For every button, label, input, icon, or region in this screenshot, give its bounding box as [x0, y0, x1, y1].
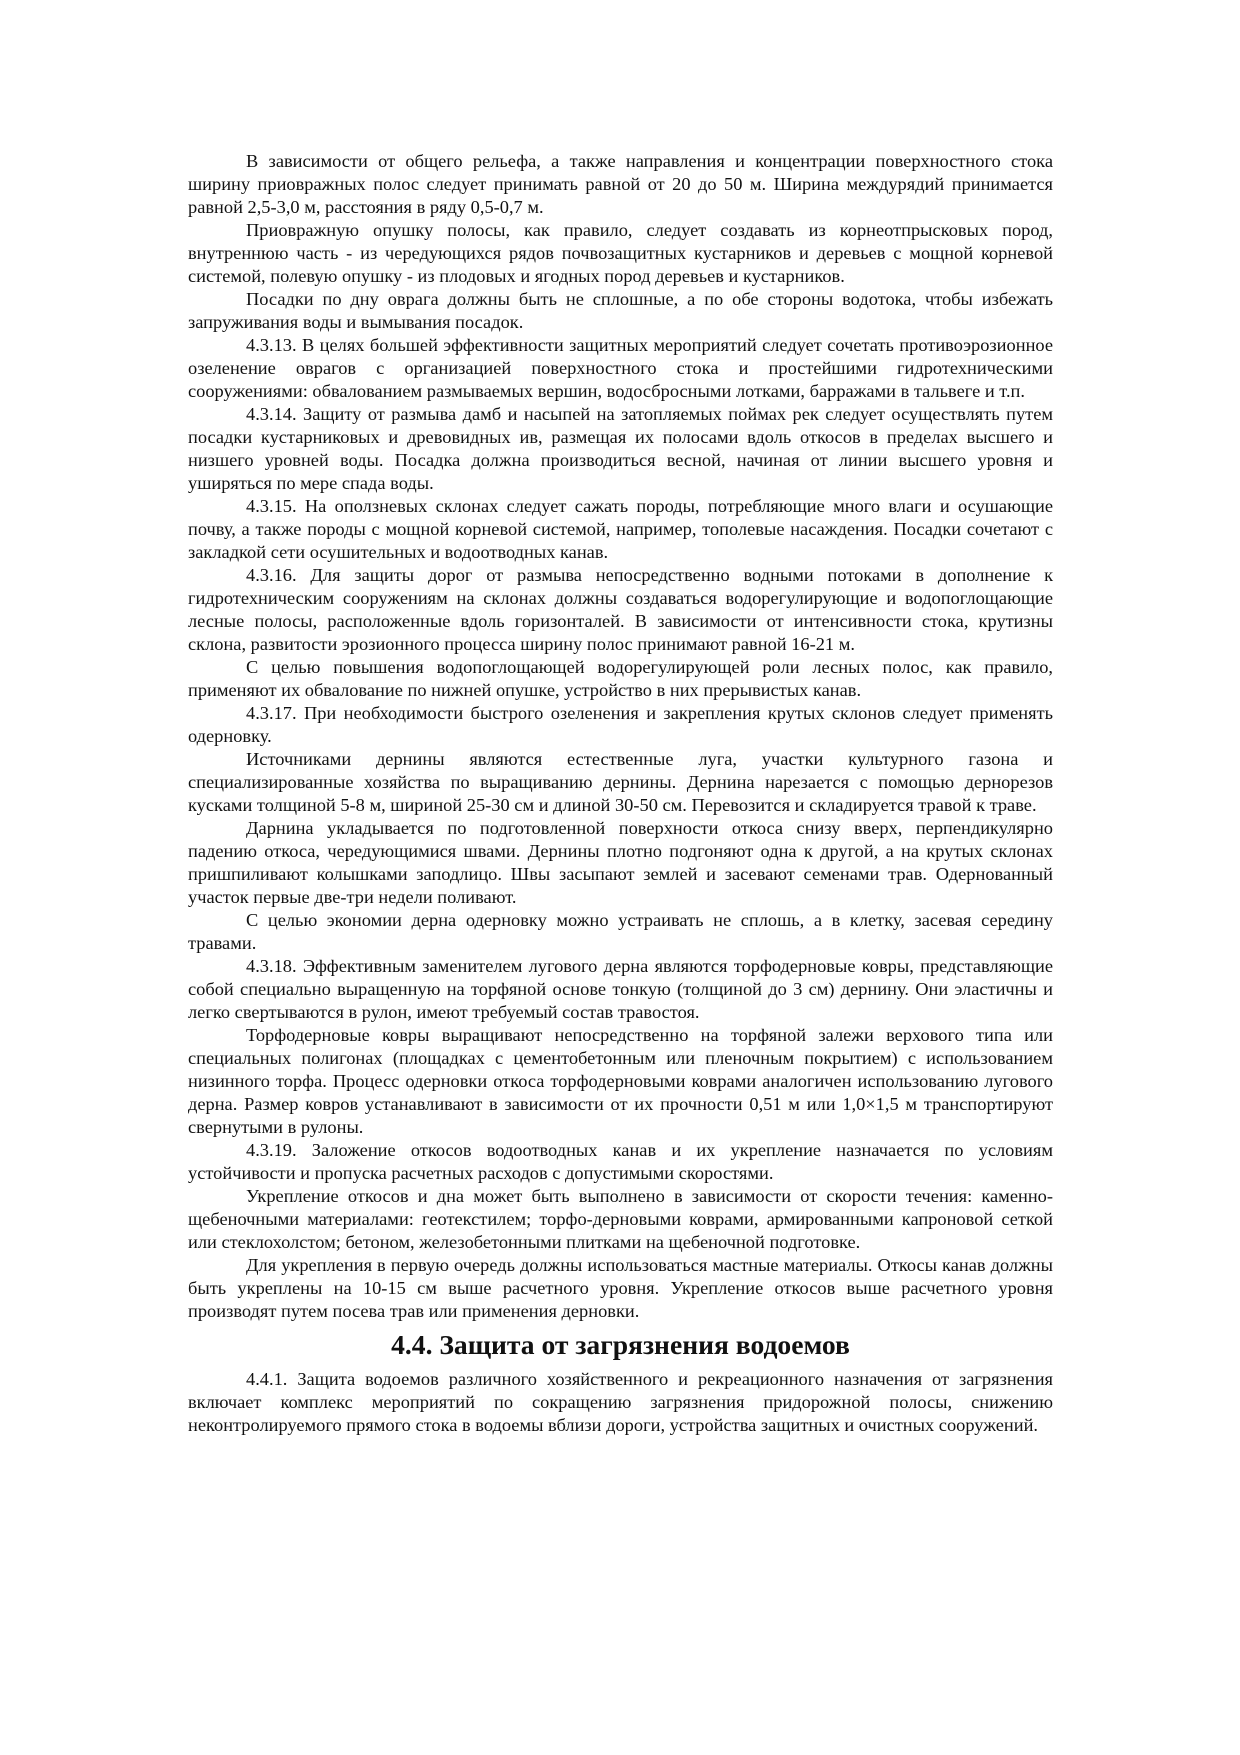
- paragraph: Приовражную опушку полосы, как правило, следует создавать из корнеотпрысковых пород, внутреннюю часть - из чередующихся рядов почвозащитных кустарников и деревьев с мощной корневой системой, полевую опушку - из плодовых и ягодных пород деревьев и кустарников.: [188, 220, 1053, 286]
- paragraph: 4.4.1. Защита водоемов различного хозяйственного и рекреационного назначения от загрязнения включает комплекс мероприятий по сокращению загрязнения придорожной полосы, снижению неконтролируемого прямого стока в водоемы вблизи дороги, устройства защитных и очистных сооружений.: [188, 1369, 1053, 1435]
- paragraph: Посадки по дну оврага должны быть не сплошные, а по обе стороны водотока, чтобы избежать запруживания воды и вымывания посадок.: [188, 289, 1053, 332]
- document-page: [188, 150, 1053, 1437]
- paragraph: В зависимости от общего рельефа, а также направления и концентрации поверхностного стока ширину приовражных полос следует принимать равной от 20 до 50 м. Ширина междурядий принимается равной 2,5-3,0 м, расстояния в ряду 0,5-0,7 м.: [188, 151, 1053, 217]
- paragraph: С целью повышения водопоглощающей водорегулирующей роли лесных полос, как правило, применяют их обвалование по нижней опушке, устройство в них прерывистых канав.: [188, 657, 1053, 700]
- paragraph: 4.3.16. Для защиты дорог от размыва непосредственно водными потоками в дополнение к гидротехническим сооружениям на склонах должны создаваться водорегулирующие и водопоглощающие лесные полосы, расположенные вдоль горизонталей. В зависимости от интенсивности стока, крутизны склона, развитости эрозионного процесса ширину полос принимают равной 16-21 м.: [188, 565, 1053, 654]
- section-heading: 4.4. Защита от загрязнения водоемов: [391, 1329, 850, 1360]
- paragraph: 4.3.19. Заложение откосов водоотводных канав и их укрепление назначается по условиям устойчивости и пропуска расчетных расходов с допустимыми скоростями.: [188, 1140, 1053, 1183]
- paragraph: Дарнина укладывается по подготовленной поверхности откоса снизу вверх, перпендикулярно падению откоса, чередующимися швами. Дернины плотно подгоняют одна к другой, а на крутых склонах пришпиливают колышками заподлицо. Швы засыпают землей и засевают семенами трав. Одернованный участок первые две-три недели поливают.: [188, 818, 1053, 907]
- paragraph: 4.3.17. При необходимости быстрого озеленения и закрепления крутых склонов следует применять одерновку.: [188, 703, 1053, 746]
- paragraph: Для укрепления в первую очередь должны использоваться мастные материалы. Откосы канав должны быть укреплены на 10-15 см выше расчетного уровня. Укрепление откосов выше расчетного уровня производят путем посева трав или применения дерновки.: [188, 1255, 1053, 1321]
- paragraph: 4.3.18. Эффективным заменителем лугового дерна являются торфодерновые ковры, представляющие собой специально выращенную на торфяной основе тонкую (толщиной до 3 см) дернину. Они эластичны и легко свертываются в рулон, имеют требуемый состав травостоя.: [188, 956, 1053, 1022]
- paragraph: 4.3.13. В целях большей эффективности защитных мероприятий следует сочетать противоэрозионное озеленение оврагов с организацией поверхностного стока и простейшими гидротехническими сооружениями: обвалованием размываемых вершин, водосбросными лотками, барражами в тальвеге и т.п.: [188, 335, 1053, 401]
- paragraph: 4.3.15. На оползневых склонах следует сажать породы, потребляющие много влаги и осушающие почву, а также породы с мощной корневой системой, например, тополевые насаждения. Посадки сочетают с закладкой сети осушительных и водоотводных канав.: [188, 496, 1053, 562]
- paragraph: Укрепление откосов и дна может быть выполнено в зависимости от скорости течения: каменно-щебеночными материалами: геотекстилем; торфо-дерновыми коврами, армированными капроновой сеткой или стеклохолстом; бетоном, железобетонными плитками на щебеночной подготовке.: [188, 1186, 1053, 1252]
- paragraph: 4.3.14. Защиту от размыва дамб и насыпей на затопляемых поймах рек следует осуществлять путем посадки кустарниковых и древовидных ив, размещая их полосами вдоль откосов в пределах высшего и низшего уровней воды. Посадка должна производиться весной, начиная от линии высшего уровня и уширяться по мере спада воды.: [188, 404, 1053, 493]
- paragraph: Торфодерновые ковры выращивают непосредственно на торфяной залежи верхового типа или специальных полигонах (площадках с цементобетонным или пленочным покрытием) с использованием низинного торфа. Процесс одерновки откоса торфодерновыми коврами аналогичен использованию лугового дерна. Размер ковров устанавливают в зависимости от их прочности 0,51 м или 1,0×1,5 м транспортируют свернутыми в рулоны.: [188, 1025, 1053, 1137]
- paragraph: С целью экономии дерна одерновку можно устраивать не сплошь, а в клетку, засевая середину травами.: [188, 910, 1053, 953]
- paragraph: Источниками дернины являются естественные луга, участки культурного газона и специализированные хозяйства по выращиванию дернины. Дернина нарезается с помощью дернорезов кусками толщиной 5-8 м, шириной 25-30 см и длиной 30-50 см. Перевозится и складируется травой к траве.: [188, 749, 1053, 815]
